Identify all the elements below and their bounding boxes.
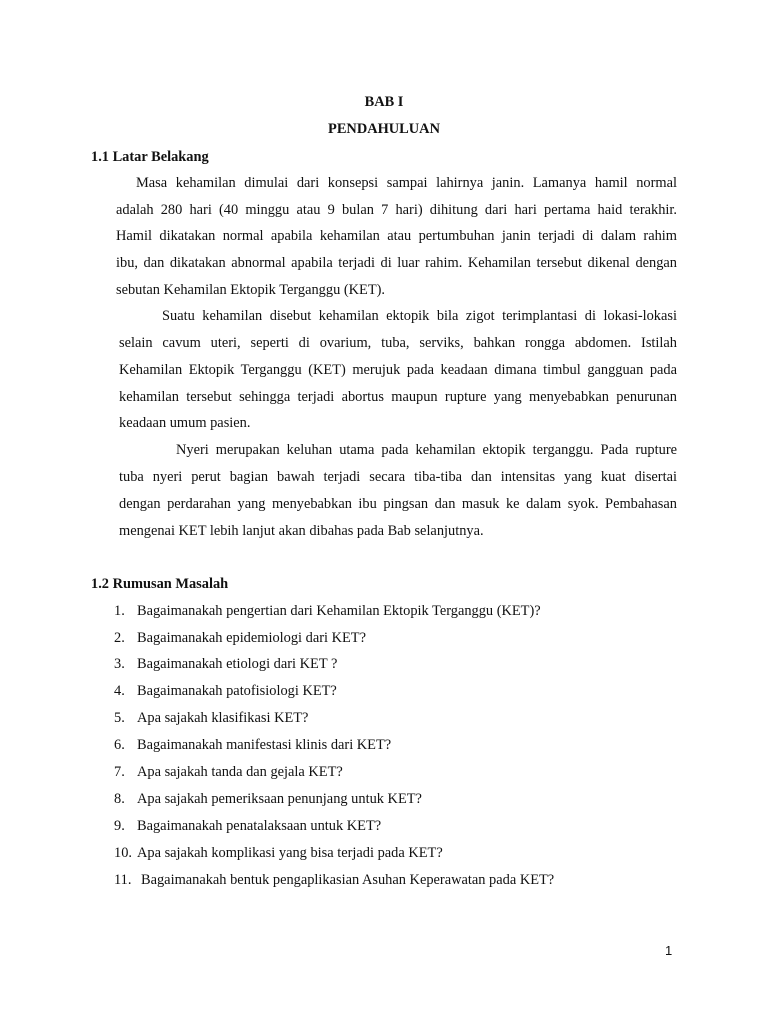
- paragraph-line: ibu, dan dikatakan abnormal apabila terjadi di luar rahim. Kehamilan tersebut dikenal dengan: [116, 255, 677, 271]
- page-number: 1: [665, 943, 673, 958]
- list-number: 11.: [114, 872, 132, 888]
- list-number: 5.: [114, 710, 125, 726]
- list-text: Bagaimanakah bentuk pengaplikasian Asuhan Keperawatan pada KET?: [141, 872, 555, 888]
- paragraph-line: Suatu kehamilan disebut kehamilan ektopik bila zigot terimplantasi di lokasi-lokasi: [162, 308, 677, 324]
- paragraph-line: tuba nyeri perut bagian bawah terjadi secara tiba-tiba dan intensitas yang kuat disertai: [119, 469, 677, 485]
- paragraph-line: Masa kehamilan dimulai dari konsepsi sampai lahirnya janin. Lamanya hamil normal: [136, 175, 677, 191]
- paragraph-line: kehamilan tersebut sehingga terjadi abortus maupun rupture yang menyebabkan penurunan: [119, 389, 677, 405]
- paragraph-line: Nyeri merupakan keluhan utama pada kehamilan ektopik terganggu. Pada rupture: [176, 442, 677, 458]
- paragraph-line: keadaan umum pasien.: [119, 415, 251, 431]
- chapter-label: BAB I: [364, 94, 404, 110]
- paragraph-line: selain cavum uteri, seperti di ovarium, tuba, serviks, bahkan rongga abdomen. Istilah: [119, 335, 677, 351]
- list-number: 8.: [114, 791, 125, 807]
- paragraph-line: Hamil dikatakan normal apabila kehamilan atau pertumbuhan janin terjadi di dalam rahim: [116, 228, 677, 244]
- list-text: Bagaimanakah manifestasi klinis dari KET?: [137, 737, 392, 753]
- paragraph-line: dengan perdarahan yang menyebabkan ibu pingsan dan masuk ke dalam syok. Pembahasan: [119, 496, 677, 512]
- list-text: Apa sajakah tanda dan gejala KET?: [137, 764, 343, 780]
- list-text: Bagaimanakah patofisiologi KET?: [137, 683, 337, 699]
- list-text: Bagaimanakah pengertian dari Kehamilan Ektopik Terganggu (KET)?: [137, 603, 541, 619]
- list-number: 7.: [114, 764, 125, 780]
- list-number: 9.: [114, 818, 125, 834]
- list-text: Bagaimanakah etiologi dari KET ?: [137, 656, 338, 672]
- paragraph-line: mengenai KET lebih lanjut akan dibahas pada Bab selanjutnya.: [119, 523, 484, 539]
- list-text: Bagaimanakah penatalaksaan untuk KET?: [137, 818, 382, 834]
- chapter-title: PENDAHULUAN: [328, 121, 440, 137]
- section-heading-rumusan-masalah: 1.2 Rumusan Masalah: [91, 576, 229, 592]
- list-number: 10.: [114, 845, 132, 861]
- list-text: Bagaimanakah epidemiologi dari KET?: [137, 630, 366, 646]
- list-number: 3.: [114, 656, 125, 672]
- list-text: Apa sajakah komplikasi yang bisa terjadi pada KET?: [137, 845, 443, 861]
- list-number: 2.: [114, 630, 125, 646]
- list-number: 6.: [114, 737, 125, 753]
- section-heading-latar-belakang: 1.1 Latar Belakang: [91, 149, 209, 165]
- list-number: 1.: [114, 603, 125, 619]
- paragraph-line: sebutan Kehamilan Ektopik Terganggu (KET).: [116, 282, 386, 298]
- list-number: 4.: [114, 683, 125, 699]
- list-text: Apa sajakah pemeriksaan penunjang untuk KET?: [137, 791, 422, 807]
- list-text: Apa sajakah klasifikasi KET?: [137, 710, 309, 726]
- paragraph-line: adalah 280 hari (40 minggu atau 9 bulan 7 hari) dihitung dari hari pertama haid terakhir.: [116, 202, 677, 218]
- paragraph-line: Kehamilan Ektopik Terganggu (KET) merujuk pada keadaan dimana timbul gangguan pada: [119, 362, 677, 378]
